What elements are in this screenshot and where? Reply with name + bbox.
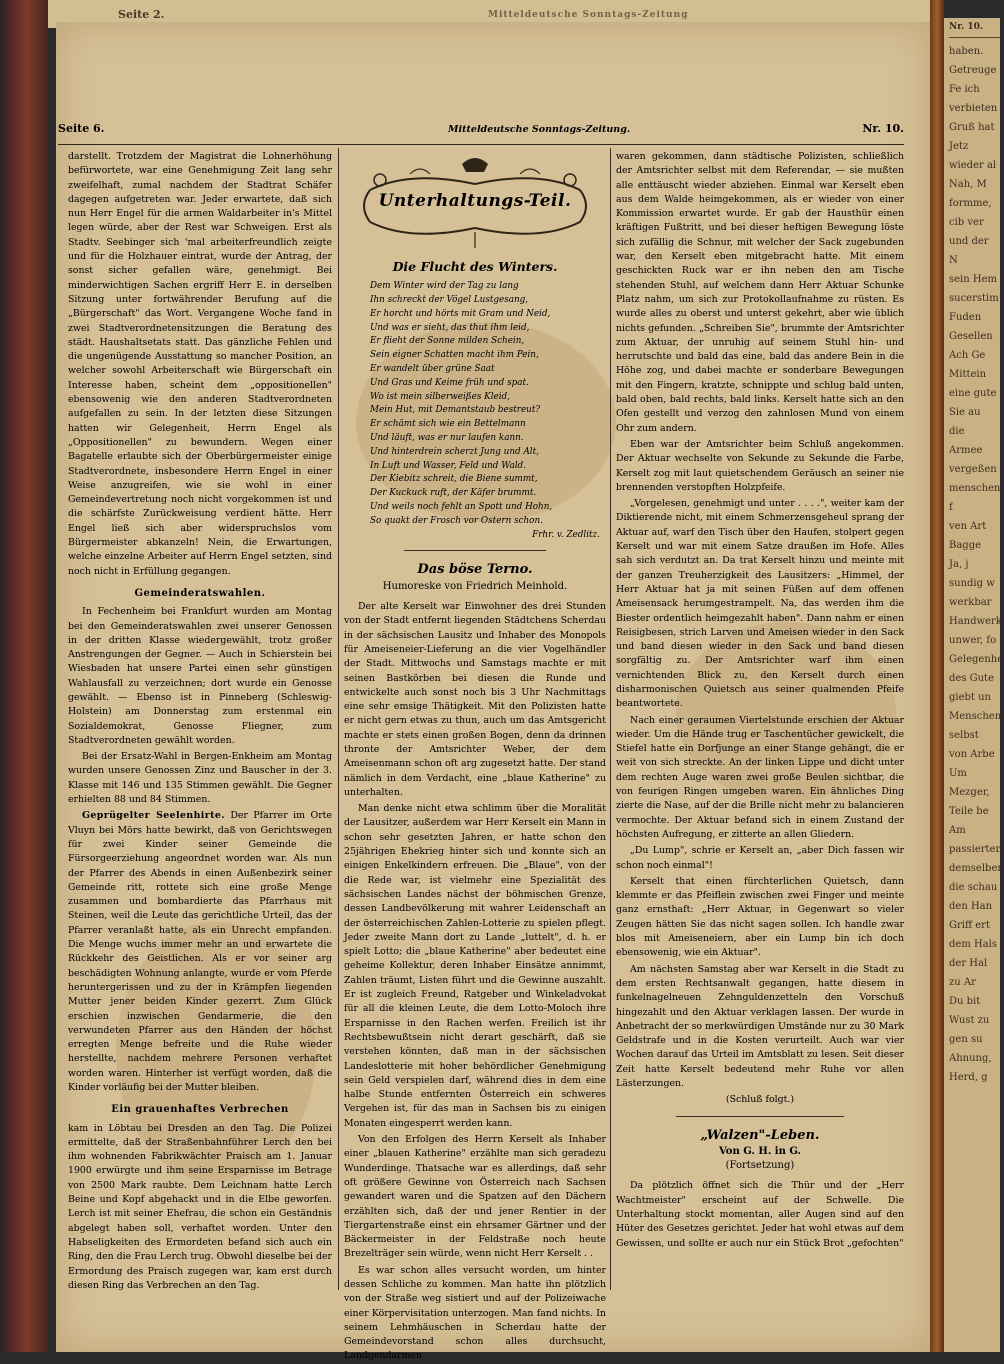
story-text: Es war schon alles versucht worden, um hinter dessen Schliche zu kommen. Man hatte ihn plötzlich von der Straße weg sistiert und auf der Polizeiwache einer Körpervisitation unterzogen. Man fand nichts. In seinem Lehmhäuschen in Scherdau hatte der Gemeindevorstand schon alles durchsucht, Landgendarmen	[344, 1264, 606, 1362]
newspaper-title: Mitteldeutsche Sonntags-Zeitung.	[448, 124, 631, 135]
next-page-line: von Arbe	[949, 749, 995, 760]
next-page-line: Nah, M	[949, 179, 987, 190]
poem-line: Und weils noch fehlt an Spott und Hohn,	[370, 502, 553, 513]
next-page-line: menschen f	[949, 483, 1001, 513]
poem-line: Und hinterdrein scherzt Jung und Alt,	[370, 446, 539, 457]
next-page-line: Bagge	[949, 540, 982, 551]
continuation-note: (Fortsetzung)	[725, 1160, 795, 1172]
next-page-line: Griff ert	[949, 920, 990, 931]
next-page-line: Gelegenhe	[949, 654, 1004, 665]
article-paragraph	[68, 809, 332, 1095]
next-page-line: cib ver	[949, 217, 984, 228]
next-page-line: die schau	[949, 882, 998, 893]
page-header	[58, 116, 904, 145]
next-page-line: Fuden	[949, 312, 982, 323]
poem-author: Frhr. v. Zedlitz.	[532, 529, 600, 540]
next-page-line: Jetz	[949, 141, 969, 152]
next-page-line: sein Hem	[949, 274, 997, 285]
next-page-lines	[949, 42, 1004, 1087]
story-byline: Humoreske von Friedrich Meinhold.	[382, 580, 568, 592]
column-rule	[610, 148, 611, 1290]
story-text: „Vorgelesen, genehmigt und unter . . . .", weiter kam der Diktierende nicht, mit einem Schmerzensgeheul sprang der Aktuar auf, warf den Tisch über den Haufen, stolpert gegen Kerselt und war mit einem Satze draußen im Hofe. Alles sah sich verdutzt an. Da trat Kerselt hinzu und meinte mit der ganzen Treuherzigkeit des Lausitzers: „Himmel, der Herr Aktuar hat ja mit seinen Füßen auf dem offenen Ameisensack herumgestrampelt. Na, das werden ihm die Biester ordentlich heimgezahlt haben". Dann nahm er einen Reisigbesen, strich Larven und Ameisen wieder in den Sack und band diesen wieder in den Sack und band diesen sorgfältig zu. Der Amtsrichter warf ihm einen vernichtenden Blick zu, den Kerselt durch einen disharmonischen Quietsch aus seiner qualmenden Pfeife beantwortete.	[616, 498, 904, 710]
story-text: Kerselt that einen fürchterlichen Quietsch, dann klemmte er das Pfeiflein zwischen zwei Finger und meinte ganz ernsthaft: „Herr Aktuar, in Gegenwart so vieler Zeugen hätten Sie das nicht sagen sollen. Ich handle zwar blos mit Ameiseneiern, aber ein Lump bin ich doch ebensowenig, wie ein Aktuar".	[616, 875, 904, 959]
divider	[676, 1116, 844, 1117]
next-page-line: sucerstim	[949, 293, 999, 304]
next-page-line: Handwerk	[949, 616, 1002, 627]
next-page-line: Menschen,	[949, 711, 1004, 722]
next-page-line: Teile be	[949, 806, 989, 817]
next-page-line: Ahnung,	[949, 1053, 992, 1064]
story-title: „Walzen"-Leben.	[700, 1127, 820, 1143]
poem-line: Mein Hut, mit Demantstaub bestreut?	[370, 405, 541, 416]
next-page-line: dem Hals	[949, 939, 997, 950]
column-rule	[338, 148, 339, 1290]
next-page-line: des Gute	[949, 673, 994, 684]
next-page-edge	[944, 18, 1004, 1352]
poem-line: Der Kuckuck ruft, der Käfer brummt.	[370, 488, 537, 499]
story-text: Eben war der Amtsrichter beim Schluß angekommen. Der Aktuar wechselte von Sekunde zu Sekunde die Farbe, Kerselt zog mit laut quietschendem Geräusch an seiner nie brennenden verstopften Holzpfeife.	[616, 438, 904, 493]
next-page-line: Sie au	[949, 407, 981, 418]
article-text: In Fechenheim bei Frankfurt wurden am Montag bei den Gemeinderatswahlen zwei unserer Genossen in der dritten Klasse wiedergewählt, trotz großer Anstrengungen der Gegner. — Auch in Schierstein bei Wiesbaden hat unsere Partei einen sehr günstigen Wahlausfall zu verzeichnen; dort wurde ein Genosse gewählt. — Ebenso ist in Pinneberg (Schleswig-Holstein) am Donnerstag zum erstenmal ein Sozialdemokrat, Genosse Fliegner, zum Stadtverordneten gewählt worden.	[68, 606, 332, 746]
page-number: Seite 6.	[58, 122, 105, 135]
next-page-line: Du bit	[949, 996, 981, 1007]
continued-note: (Schluß folgt.)	[725, 1094, 795, 1106]
feuilleton-title: Unterhaltungs-Teil.	[378, 191, 572, 211]
next-page-line: wieder al	[949, 160, 997, 171]
next-page-line: verbieten	[949, 103, 998, 114]
next-page-line: sundig w	[949, 578, 995, 589]
issue-number: Nr. 10.	[862, 122, 904, 135]
next-page-line: passierten	[949, 844, 1002, 855]
poem-line: Er wandelt über grüne Saat	[370, 364, 495, 375]
poem-line: Dem Winter wird der Tag zu lang	[370, 281, 519, 292]
poem-title: Die Flucht des Winters.	[392, 259, 558, 274]
next-page-line: giebt un	[949, 692, 991, 703]
next-page-line: Ach Ge	[949, 350, 986, 361]
next-page-line: der Hal	[949, 958, 988, 969]
article-text: Bei der Ersatz-Wahl in Bergen-Enkheim am Montag wurden unsere Genossen Zinz und Bauscher in der 3. Klasse mit 146 und 135 Stimmen gewählt. Die Gegner erhielten 88 und 84 Stimmen.	[68, 751, 332, 806]
article-text: Der Pfarrer im Orte Vluyn bei Mörs hatte bewirkt, daß von Gerichtswegen für zwei Kinder seiner Gemeinde die Fürsorgeerziehung angeordnet worden war. Als nun der Pfarrer des Abends in einen Außenbezirk seiner Gemeinde ritt, rottete sich eine große Menge zusammen und bombardierte das Pfarrhaus mit Steinen, weil die Leute das gerichtliche Urteil, das der Pfarrer veranlaßt hatte, als ein Unrecht empfanden. Die Menge wuchs immer mehr an und erwartete die Rückkehr des Geistlichen. Als er vor seiner arg beschädigten Wohnung anlangte, wurde er vom Pferde heruntergerissen und zu der in Krämpfen liegenden Mutter jener beiden Kinder gezerrt. Zum Glück erschien inzwischen Gendarmerie, die den verwundeten Pfarrer aus den Händen der höchst erregten Menge befreite und die Ruhe wieder herstellte, nachdem mehrere Personen verhaftet worden waren. Hinterher ist verfügt worden, daß die Kinder vorläufig bei der Mutter bleiben.	[68, 810, 332, 1093]
column-3	[616, 150, 904, 1290]
next-page-number: Nr. 10.	[949, 18, 1000, 38]
story-text: waren gekommen, dann städtische Polizisten, schließlich der Amtsrichter selbst mit dem Referendar, — sie mußten alle enttäuscht wieder abziehen. Einmal war Kerselt eben aus dem Walde heimgekommen, als er wieder von einer Kommission erwartet wurde. Er gab der Hausthür einen kräftigen Fußtritt, und bei dieser heftigen Bewegung löste sich zufällig die Schnur, mit welcher der Sack zugebunden war, den Kerselt eben mitgebracht hatte. Mit einem geschickten Ruck war er ihn neben den am Tische stehenden Stuhl, auf welchem dann Herr Aktuar Schunke Platz nahm, um sich zur Protokollaufnahme zu rüsten. Es wurde alles zu oberst und unterst gekehrt, aber wie üblich nichts gefunden. „Schreiben Sie", brummte der Amtsrichter zum Aktuar, der unruhig auf seinem Stuhl hin- und herrutschte und bald das eine, bald das andere Bein in die Höhe zog, und dabei machte er sonderbare Bewegungen mit den Fingern, kratzte, schnippte und schlug bald unten, bald oben, bald rechts, bald links. Kerselt hatte sich an den Ofen gestellt und verzog den zahnlosen Mund von einem Ohr zum andern.	[616, 151, 904, 434]
next-page-line: Mezger,	[949, 787, 990, 798]
poem-line: In Luft und Wasser, Feld und Wald.	[370, 460, 526, 471]
poem	[344, 280, 606, 542]
next-page-line: Gesellen	[949, 331, 993, 342]
column-2	[344, 150, 606, 1362]
next-page-line: selbst	[949, 730, 979, 741]
next-page-line: werkbar	[949, 597, 992, 608]
next-page-line: Herd, g	[949, 1072, 988, 1083]
story-title: Das böse Terno.	[417, 562, 533, 578]
next-page-line: gen su	[949, 1034, 983, 1045]
book-binding-right	[930, 0, 944, 1352]
feuilleton-banner	[350, 150, 600, 250]
next-page-line: Getreuge	[949, 65, 997, 76]
poem-line: Und Gras und Keime früh und spat.	[370, 377, 529, 388]
next-page-line: eine gute	[949, 388, 997, 399]
section-heading: Ein grauenhaftes Verbrechen	[111, 1104, 289, 1116]
next-page-line: Wust zu	[949, 1015, 990, 1026]
poem-line: Der Kiebitz schreit, die Biene summt,	[370, 474, 538, 485]
next-page-line: demselber	[949, 863, 1003, 874]
next-page-line: vergeßen	[949, 464, 997, 475]
story-text: Von den Erfolgen des Herrn Kerselt als Inhaber einer „blauen Katherine" erzählte man sich geradezu Wunderdinge. Thatsache war es allerdings, daß sehr oft größere Gewinne von Österreich nach Sachsen gewandert waren und die Spatzen auf den Dächern erzählten sich, daß der und jener Rentier in der Tiergartenstraße einst ein ehrsamer Gärtner und der Bäckermeister in der Feldstraße noch heute Brezelträger sein würde, wenn nicht Herr Kerselt . .	[344, 1134, 606, 1260]
next-page-line: unwer, fo	[949, 635, 997, 646]
article-text: darstellt. Trotzdem der Magistrat die Lohnerhöhung befürwortete, war eine Genehmigung Zeit lang sehr zweifelhaft, zumal nachdem der Stadtrat Schäfer dagegen aufgetreten war. Jeder erwartete, daß sich nun Herr Engel für die armen Waldarbeiter in's Mittel legen würde, aber der Rest war Schweigen. Erst als Stadtv. Seebinger sich 'mal arbeiterfreundlich zeigte und für die Holzhauer eintrat, wurde der Antrag, der sonst sicher gefallen wäre, genehmigt. Bei minderwichtigen Sachen ergriff Herr E. in derselben Sitzung unter fortwährender Berufung auf die „Bürgerschaft" das Wort. Vergangene Woche fand in zwei Stadtverordnetensitzungen die Beratung des städt. Haushaltsetats statt. Das gänzliche Fehlen und die ungenügende Ausstattung so mancher Position, an welcher sowohl Arbeiterschaft wie Bürgerschaft ein Interesse haben, scheint dem „oppositionellen" ebensowenig wie den anderen Stadtverordneten aufgefallen zu sein. In der letzten diese Sitzungen hatten wir Gelegenheit, Herrn Engel als „Oppositionellen" zu bewundern. Wegen einer Bagatelle erlaubte sich der Oberbürgermeister einige Stadtverordnete, insbesondere Herrn Engel in einer Weise anzugreifen, wie sie wohl in einer Gemeindevertretung noch nicht vorgekommen ist und die schärfste Zurückweisung verdient hätte. Herr Engel ließ sich aber widerspruchslos vom Bürgermeister abkanzeln! Nein, die Erwartungen, welche einzelne Arbeiter auf Herrn Engel setzten, sind noch nicht in Erfüllung gegangen.	[68, 151, 332, 577]
next-page-line: zu Ar	[949, 977, 976, 988]
story-text: Nach einer geraumen Viertelstunde erschien der Aktuar wieder. Um die Hände trug er Taschentücher gewickelt, die Stiefel hatte ein Dorfjunge an einer Stange gehängt, die er weit von sich streckte. An der linken Lippe und dicht unter dem rechten Auge waren zwei große Beulen sichtbar, die von feurigen Ringen umgeben waren. Ein ähnliches Ding zierte die Nase, auf der die Brille nicht mehr zu balancieren vermochte. Der Aktuar befand sich in einem Zustand der höchsten Aufregung, er zitterte an allen Gliedern.	[616, 714, 904, 840]
next-page-line: formme,	[949, 198, 992, 209]
poem-line: Er flieht der Sonne milden Schein,	[370, 336, 525, 347]
story-text: Der alte Kerselt war Einwohner des drei Stunden von der Stadt entfernt liegenden Städtchens Scherdau in der sächsischen Lausitz und Inhaber des Monopols für Ameiseneier-Lieferung an die vier Vogelhändler der Stadt. Mittwochs und Samstags machte er mit seinen Bastkörben bei diesen die Runde und entwickelte auch sonst noch bis 3 Uhr Nachmittags eine sehr emsige Thätigkeit. Mit den Polizisten hatte er nicht gern etwas zu thun, auch um das Amtsgericht machte er stets einen großen Bogen, denn da drinnen thronte der Amtsrichter Weber, der dem Ameisenmann schon oft arg zugesetzt hatte. Der stand nämlich in dem Verdacht, eine „blaue Katherine" zu unterhalten.	[344, 601, 606, 798]
next-page-line: Mittein	[949, 369, 987, 380]
story-text: Am nächsten Samstag aber war Kerselt in die Stadt zu dem ersten Rechtsanwalt gegangen, hatte diesem in funkelnagelneuen Zehnguldenzetteln den Vorschuß hingezahlt und den Aktuar verklagen lassen. Der wurde in Anbetracht der so merkwürdigen Umstände nur zu 30 Mark Geldstrafe und in die Kosten verurteilt. Auch war vier Wochen darauf das Urteil im Amtsblatt zu lesen. Seit dieser Zeit hatte Kerselt bedeutend mehr Ruhe vor allen Lästerzungen.	[616, 963, 904, 1089]
story-text: Man denke nicht etwa schlimm über die Moralität der Lausitzer, außerdem war Herr Kerselt ein Mann in schon sehr gesetzten Jahren, er hatte schon den 25jährigen Ehekrieg hinter sich und konnte sich an einigen Enkelkindern erfreuen. Die „Blaue", von der die Rede war, ist vielmehr eine Spezialität des sächsischen Landes nächst der böhmischen Grenze, dessen Landbevölkerung mit wahrer Leidenschaft an der österreichischen Zahlen-Lotterie zu spielen pflegt. Jeder zweite Mann dort zu Lande „luttelt", d. h. er spielt Lotto; die „blaue Katherine" aber bedeutet eine geheime Kollektur, deren Inhaber Einsätze annimmt, Zahlen träumt, Listen führt und die Gewinne auszahlt. Er ist zugleich Freund, Ratgeber und Winkeladvokat für all die kleinen Leute, die dem Lotto-Moloch ihre Ersparnisse in den Rachen werfen. Freilich ist ihr Rechtsbewußtsein nicht derart geschärft, daß sie verstehen könnten, daß man in der sächsischen Landeslotterie mit hoher behördlicher Genehmigung sein Geld verspielen darf, während dies in dem eine halbe Stunde entfernten Österreich ein schweres Vergehen ist, für das man in Sachsen bis zu einigen Monaten eingesperrt werden kann.	[344, 803, 606, 1129]
next-page-line: die Armee	[949, 426, 983, 456]
previous-page-number: Seite 2.	[118, 8, 165, 21]
poem-line: So quakt der Frosch vor Ostern schon.	[370, 515, 543, 526]
story-text: Da plötzlich öffnet sich die Thür und der „Herr Wachtmeister" erscheint auf der Schwelle. Die Unterhaltung stockt momentan, aller Augen sind auf den Hüter des Gesetzes gerichtet. Jeder hat wohl etwas auf dem Gewissen, und sollte er auch nur ein Stück Brot „gefochten"	[616, 1180, 904, 1249]
book-binding-left	[0, 0, 48, 1352]
poem-line: Er schämt sich wie ein Bettelmann	[370, 419, 526, 430]
poem-line: Und läuft, was er nur laufen kann.	[370, 433, 524, 444]
next-page-line: haben.	[949, 46, 984, 57]
poem-line: Sein eigner Schatten macht ihm Pein,	[370, 350, 539, 361]
next-page-line: Um	[949, 768, 967, 779]
next-page-line: Am	[949, 825, 966, 836]
next-page-line: den Han	[949, 901, 993, 912]
section-heading: Gemeinderatswahlen.	[134, 587, 266, 599]
article-text: kam in Löbtau bei Dresden an den Tag. Die Polizei ermittelte, daß der Straßenbahnführer Lerch den bei ihm wohnenden Fabrikwächter Praisch am 1. Januar 1900 erwürgte und ihm seine Ersparnisse im Betrage von 2500 Mark raubte. Dem Leichnam hatte Lerch Beine und Kopf abgehackt und in die Elbe geworfen. Lerch ist mit seiner Ehefrau, die schon ein Geständnis abgelegt haben soll, verhaftet worden. Unter den Habseligkeiten des Ermordeten befand sich auch ein Ring, den die Frau Lerch trug. Obwohl dieselbe bei der Ermordung des Praisch zugegen war, kam erst durch diesen Ring das Verbrechen an den Tag.	[68, 1122, 332, 1291]
divider	[404, 550, 546, 551]
next-page-line: ven Art	[949, 521, 987, 532]
poem-line: Er horcht und hörts mit Gram und Neid,	[370, 308, 551, 319]
poem-line: Und was er sieht, das thut ihm leid,	[370, 322, 530, 333]
next-page-line: Ja, j	[949, 559, 969, 570]
runin-heading: Geprügelter Seelenhirte.	[82, 810, 225, 822]
next-page-line: Gruß hat	[949, 122, 995, 133]
next-page-line: Fe ich	[949, 84, 980, 95]
poem-line: Wo ist mein silberweißes Kleid,	[370, 391, 510, 402]
next-page-line: und der N	[949, 236, 989, 266]
poem-line: Ihn schreckt der Vögel Lustgesang,	[370, 295, 529, 306]
column-1	[68, 150, 332, 1290]
previous-page-title: Mitteldeutsche Sonntags-Zeitung	[488, 10, 689, 20]
story-text: „Du Lump", schrie er Kerselt an, „aber Dich fassen wir schon noch einmal"!	[616, 845, 904, 871]
story-byline: Von G. H. in G.	[718, 1145, 802, 1157]
